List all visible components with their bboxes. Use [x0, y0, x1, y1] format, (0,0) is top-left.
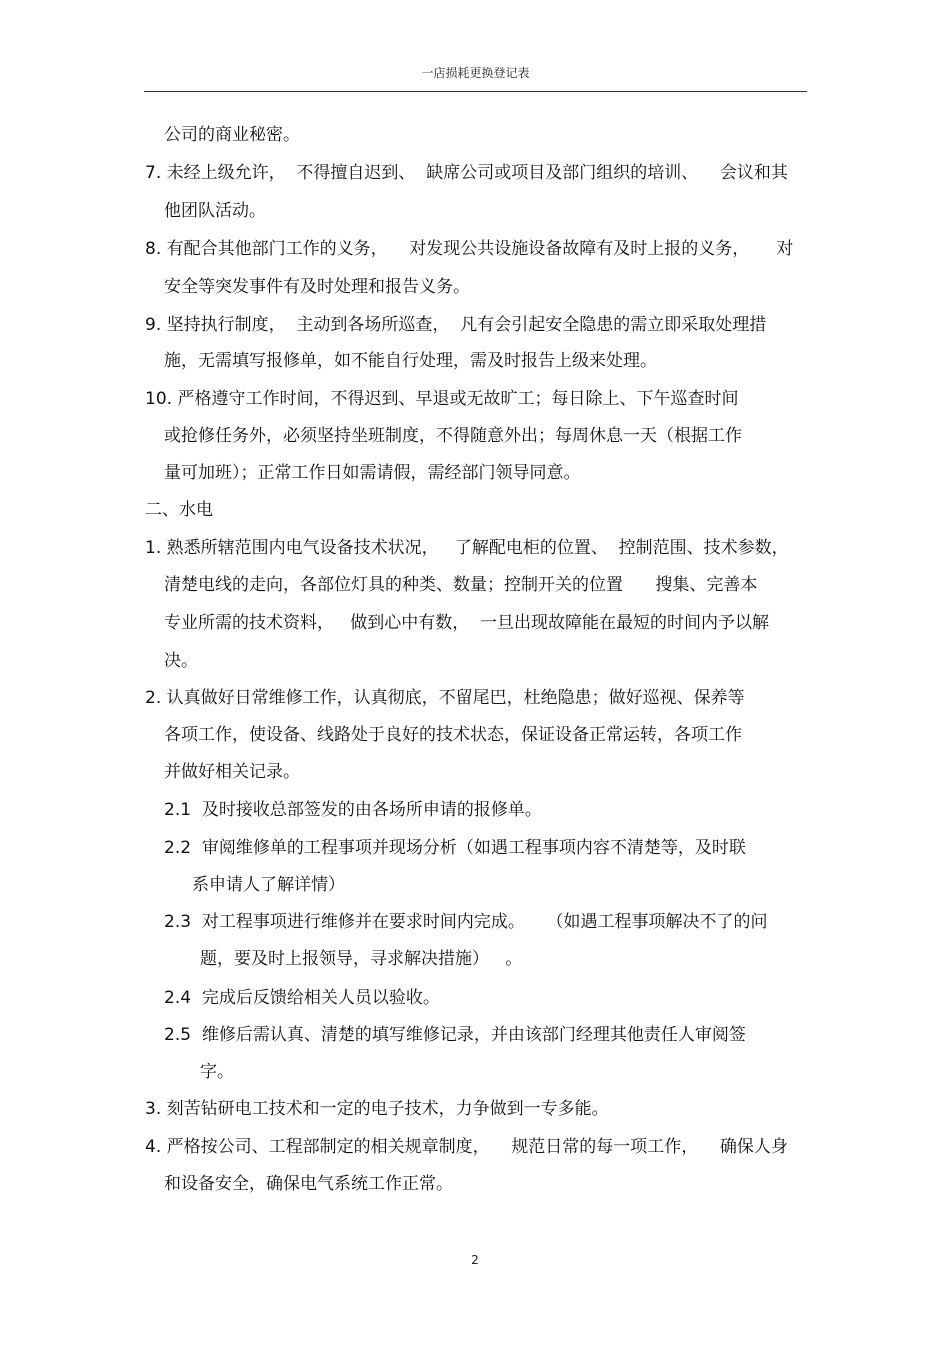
list-item-2: 2. 认真做好日常维修工作，认真彻底，不留尾巴，杜绝隐患；做好巡视、保养等: [145, 688, 745, 708]
body-line: 系申请人了解详情）: [192, 875, 345, 895]
body-line: 他团队活动。: [164, 201, 266, 221]
sub-item-2-3: 2.3 对工程事项进行维修并在要求时间内完成。 （如遇工程事项解决不了的问: [164, 912, 768, 932]
body-line: 公司的商业秘密。: [164, 125, 300, 145]
list-item-10: 10. 严格遵守工作时间，不得迟到、早退或无故旷工；每日除上、下午巡查时间: [145, 389, 739, 409]
list-item-3: 3. 刻苦钻研电工技术和一定的电子技术，力争做到一专多能。: [145, 1099, 609, 1119]
body-line: 施，无需填写报修单，如不能自行处理，需及时报告上级来处理。: [164, 351, 657, 371]
list-item-7: 7. 未经上级允许， 不得擅自迟到、 缺席公司或项目及部门组织的培训、 会议和其: [145, 163, 788, 183]
page-number: 2: [471, 1253, 479, 1267]
sub-item-2-5: 2.5 维修后需认真、清楚的填写维修记录，并由该部门经理其他责任人审阅签: [164, 1025, 746, 1045]
section-heading-water-electric: 二、水电: [145, 500, 213, 520]
body-line: 或抢修任务外，必须坚持坐班制度，不得随意外出；每周休息一天（根据工作: [164, 426, 742, 446]
list-item-1: 1. 熟悉所辖范围内电气设备技术状况， 了解配电柜的位置、 控制范围、技术参数，: [145, 538, 789, 558]
body-line: 题，要及时上报领导，寻求解决措施） 。: [200, 949, 523, 969]
list-item-8: 8. 有配合其他部门工作的义务， 对发现公共设施设备故障有及时上报的义务， 对: [145, 239, 794, 259]
body-line: 专业所需的技术资料， 做到心中有数， 一旦出现故障能在最短的时间内予以解: [164, 613, 770, 633]
body-line: 和设备安全，确保电气系统工作正常。: [164, 1174, 453, 1194]
body-line: 各项工作，使设备、线路处于良好的技术状态，保证设备正常运转，各项工作: [164, 725, 742, 745]
header-divider: [144, 91, 807, 92]
body-line: 字。: [200, 1062, 234, 1082]
body-line: 清楚电线的走向，各部位灯具的种类、数量；控制开关的位置 搜集、完善本: [164, 575, 758, 595]
body-line: 决。: [164, 651, 198, 671]
sub-item-2-1: 2.1 及时接收总部签发的由各场所申请的报修单。: [164, 800, 542, 820]
list-item-4: 4. 严格按公司、工程部制定的相关规章制度， 规范日常的每一项工作， 确保人身: [145, 1137, 788, 1157]
sub-item-2-2: 2.2 审阅维修单的工程事项并现场分析（如遇工程事项内容不清楚等，及时联: [164, 838, 746, 858]
sub-item-2-4: 2.4 完成后反馈给相关人员以验收。: [164, 988, 440, 1008]
body-line: 量可加班）；正常工作日如需请假，需经部门领导同意。: [164, 463, 581, 483]
list-item-9: 9. 坚持执行制度， 主动到各场所巡查， 凡有会引起安全隐患的需立即采取处理措: [145, 315, 767, 335]
body-line: 并做好相关记录。: [164, 762, 300, 782]
page-header-title: 一店损耗更换登记表: [421, 66, 530, 80]
body-line: 安全等突发事件有及时处理和报告义务。: [164, 277, 470, 297]
